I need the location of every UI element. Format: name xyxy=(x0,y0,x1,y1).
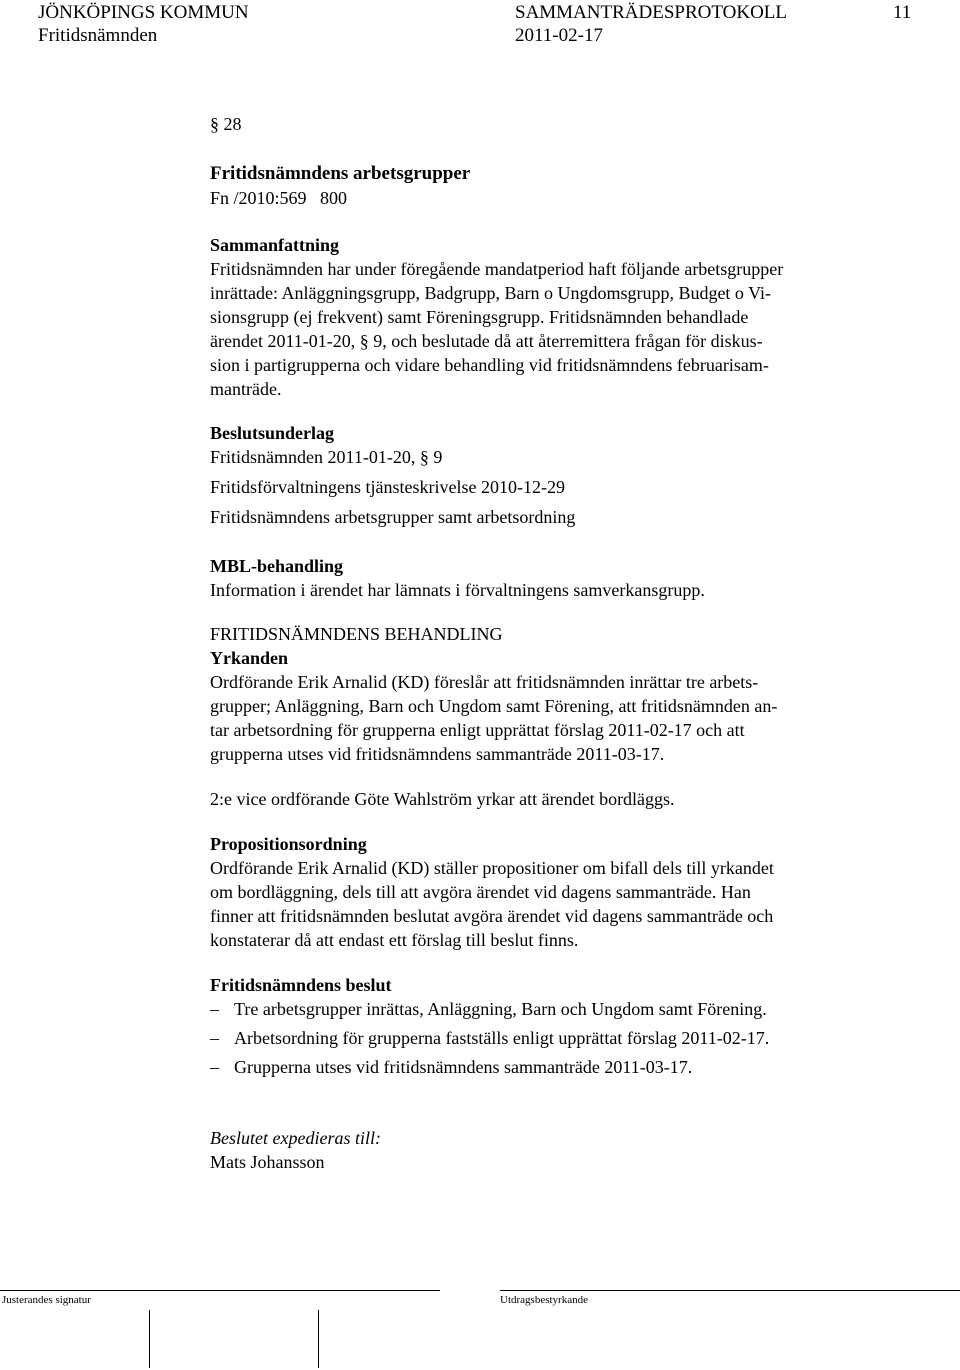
basis-item: Fritidsförvaltningens tjänsteskrivelse 2010-12-29 xyxy=(210,477,565,497)
basis-section xyxy=(210,421,870,529)
decision-item xyxy=(210,997,870,1021)
claims-line: grupper; Anläggning, Barn och Ungdom samt Förening, att fritidsnämnden an- xyxy=(210,696,778,716)
distribution-section xyxy=(210,1126,870,1174)
decision-item xyxy=(210,1026,870,1050)
header-board: Fritidsnämnden xyxy=(38,25,158,46)
decision-item-text: Arbetsordning för grupperna fastställs enligt upprättat förslag 2011-02-17. xyxy=(234,1028,770,1048)
header-org: JÖNKÖPINGS KOMMUN xyxy=(38,2,249,23)
signature-label: Justerandes signatur xyxy=(2,1294,91,1306)
dash-bullet: – xyxy=(210,1028,219,1048)
propositions-section xyxy=(210,832,870,952)
header-date: 2011-02-17 xyxy=(515,25,603,46)
basis-item: Fritidsnämndens arbetsgrupper samt arbetsordning xyxy=(210,507,576,527)
claims-line: grupperna utses vid fritidsnämndens sammanträde 2011-03-17. xyxy=(210,744,665,764)
summary-line: ärendet 2011-01-20, § 9, och beslutade då att återremittera frågan för diskus- xyxy=(210,331,763,351)
propositions-heading: Propositionsordning xyxy=(210,834,367,854)
propositions-line: konstaterar då att endast ett förslag till beslut finns. xyxy=(210,930,579,950)
propositions-line: finner att fritidsnämnden beslutat avgöra ärendet vid dagens sammanträde och xyxy=(210,906,774,926)
extract-label: Utdragsbestyrkande xyxy=(500,1294,588,1306)
summary-line: manträde. xyxy=(210,379,282,399)
header-doc-type: SAMMANTRÄDESPROTOKOLL xyxy=(515,2,788,23)
summary-line: sion i partigrupperna och vidare behandling vid fritidsnämndens februarisam- xyxy=(210,355,769,375)
signature-box-divider xyxy=(318,1310,319,1368)
basis-item: Fritidsnämnden 2011-01-20, § 9 xyxy=(210,447,443,467)
propositions-line: om bordläggning, dels till att avgöra ärendet vid dagens sammanträde. Han xyxy=(210,882,751,902)
footer-rule-right xyxy=(500,1290,960,1291)
decision-item xyxy=(210,1055,870,1079)
claims-line: tar arbetsordning för grupperna enligt upprättat förslag 2011-02-17 och att xyxy=(210,720,745,740)
signature-box-divider xyxy=(149,1310,150,1368)
header-page-number: 11 xyxy=(893,2,912,23)
dash-bullet: – xyxy=(210,999,219,1019)
summary-line: sionsgrupp (ej frekvent) samt Föreningsgrupp. Fritidsnämnden behandlade xyxy=(210,307,749,327)
handling-heading: FRITIDSNÄMNDENS BEHANDLING xyxy=(210,624,503,644)
claims-heading: Yrkanden xyxy=(210,648,289,668)
propositions-line: Ordförande Erik Arnalid (KD) ställer propositioner om bifall dels till yrkandet xyxy=(210,858,774,878)
summary-line: Fritidsnämnden har under föregående mandatperiod haft följande arbetsgrupper xyxy=(210,259,784,279)
distribution-recipient: Mats Johansson xyxy=(210,1152,325,1172)
section-title: Fritidsnämndens arbetsgrupper xyxy=(210,163,471,184)
mbl-heading: MBL-behandling xyxy=(210,556,344,576)
mbl-text: Information i ärendet har lämnats i förvaltningens samverkansgrupp. xyxy=(210,580,705,600)
footer-rule-left xyxy=(0,1290,440,1291)
decision-item-text: Grupperna utses vid fritidsnämndens sammanträde 2011-03-17. xyxy=(234,1057,693,1077)
second-claim: 2:e vice ordförande Göte Wahlström yrkar att ärendet bordläggs. xyxy=(210,789,675,809)
claims-line: Ordförande Erik Arnalid (KD) föreslår att fritidsnämnden inrättar tre arbets- xyxy=(210,672,759,692)
decision-section xyxy=(210,973,870,1079)
summary-line: inrättade: Anläggningsgrupp, Badgrupp, Barn o Ungdomsgrupp, Budget o Vi- xyxy=(210,283,772,303)
mbl-section xyxy=(210,554,870,602)
section-number: § 28 xyxy=(210,114,242,134)
summary-section xyxy=(210,233,870,401)
summary-heading: Sammanfattning xyxy=(210,235,340,255)
handling-section xyxy=(210,622,870,766)
dash-bullet: – xyxy=(210,1057,219,1077)
basis-heading: Beslutsunderlag xyxy=(210,423,335,443)
decision-heading: Fritidsnämndens beslut xyxy=(210,975,392,995)
decision-item-text: Tre arbetsgrupper inrättas, Anläggning, Barn och Ungdom samt Förening. xyxy=(234,999,767,1019)
case-reference: Fn /2010:569 800 xyxy=(210,188,348,208)
distribution-label: Beslutet expedieras till: xyxy=(210,1128,381,1148)
